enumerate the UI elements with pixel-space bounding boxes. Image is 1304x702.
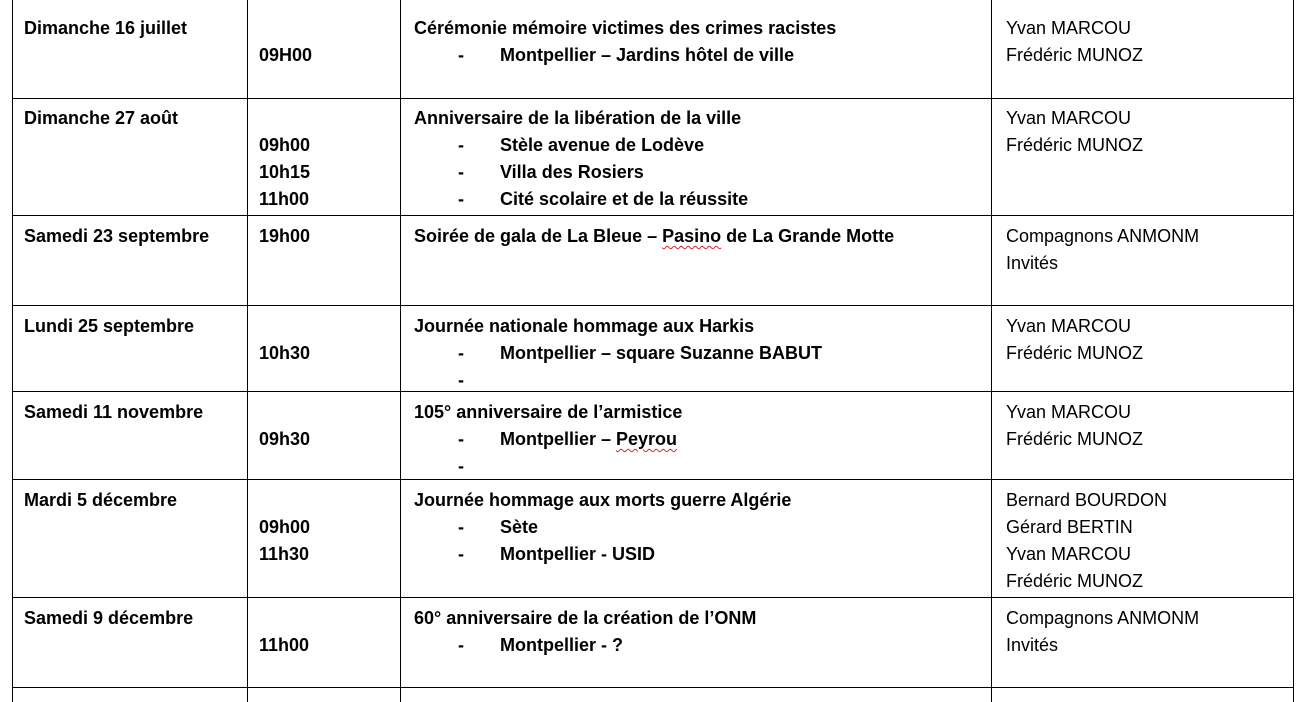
sub-item	[414, 543, 991, 570]
person-name: Yvan MARCOU	[1006, 402, 1132, 422]
people-cell	[991, 479, 1294, 597]
table-row	[12, 391, 1294, 479]
event-time: 11h00	[259, 635, 310, 655]
event-cell	[400, 597, 991, 687]
sub-item	[414, 134, 991, 161]
table-row	[12, 597, 1294, 687]
event-title: Cérémonie mémoire victimes des crimes racistes	[414, 18, 837, 38]
event-time: 09h00	[259, 517, 311, 537]
bullet-dash: -	[458, 189, 464, 209]
sub-item-text: Montpellier – square Suzanne BABUT	[500, 343, 823, 363]
event-cell	[400, 479, 991, 597]
sub-item-part: Peyrou	[616, 429, 678, 449]
time-cell	[247, 98, 400, 215]
event-date: Mardi 5 décembre	[24, 490, 178, 510]
sub-item	[414, 161, 991, 188]
person-name: Yvan MARCOU	[1006, 18, 1132, 38]
bullet-dash: -	[458, 162, 464, 182]
event-cell	[400, 215, 991, 305]
time-cell	[247, 391, 400, 479]
bullet-dash: -	[458, 135, 464, 155]
event-date: Dimanche 27 août	[24, 108, 179, 128]
person-name: Frédéric MUNOZ	[1006, 135, 1144, 155]
event-cell	[400, 0, 991, 98]
person-name: Frédéric MUNOZ	[1006, 571, 1144, 591]
date-cell	[12, 479, 247, 597]
date-cell	[12, 391, 247, 479]
event-title-part: Pasino	[662, 226, 722, 246]
sub-item	[414, 369, 991, 391]
sub-item-text: Montpellier - USID	[500, 544, 656, 564]
date-cell	[12, 305, 247, 391]
event-time: 10h30	[259, 343, 311, 363]
event-time: 10h15	[259, 162, 311, 182]
date-cell	[12, 98, 247, 215]
event-time	[259, 607, 400, 634]
bullet-dash: -	[458, 429, 464, 449]
table-row	[12, 0, 1294, 98]
bullet-dash: -	[458, 370, 464, 390]
table-row	[12, 479, 1294, 597]
time-cell	[247, 0, 400, 98]
sub-item	[414, 188, 991, 215]
event-time	[259, 107, 400, 134]
time-cell	[247, 215, 400, 305]
people-cell	[991, 597, 1294, 687]
person-name: Invités	[1006, 253, 1059, 273]
sub-item-text: Montpellier - ?	[500, 635, 623, 655]
time-cell	[247, 597, 400, 687]
bullet-dash: -	[458, 517, 464, 537]
event-time: 11h30	[259, 544, 310, 564]
person-name: Gérard BERTIN	[1006, 517, 1133, 537]
person-name: Compagnons ANMONM	[1006, 226, 1200, 246]
bullet-dash: -	[458, 343, 464, 363]
event-title: Journée hommage aux morts guerre Algérie	[414, 490, 792, 510]
sub-item	[414, 634, 991, 661]
person-name: Frédéric MUNOZ	[1006, 343, 1144, 363]
person-name: Frédéric MUNOZ	[1006, 429, 1144, 449]
event-time: 09h00	[259, 135, 311, 155]
sub-item-text: Villa des Rosiers	[500, 162, 644, 182]
bullet-dash: -	[458, 544, 464, 564]
event-time: 19h00	[259, 226, 311, 246]
sub-item-part: Montpellier –	[500, 429, 617, 449]
event-title-part: de La Grande Motte	[721, 226, 895, 246]
sub-item-text: Montpellier – Jardins hôtel de ville	[500, 45, 795, 65]
people-cell	[991, 305, 1294, 391]
event-date: Samedi 23 septembre	[24, 226, 210, 246]
sub-item-text	[500, 428, 677, 455]
event-date: Samedi 9 décembre	[24, 608, 194, 628]
event-time	[259, 17, 400, 44]
people-cell	[991, 98, 1294, 215]
person-name: Invités	[1006, 635, 1059, 655]
event-time	[259, 489, 400, 516]
bullet-dash: -	[458, 45, 464, 65]
time-cell	[247, 305, 400, 391]
sub-item-text: Sète	[500, 517, 539, 537]
event-time: 11h00	[259, 189, 310, 209]
bullet-dash: -	[458, 456, 464, 476]
time-cell	[247, 479, 400, 597]
event-time: 09h30	[259, 429, 311, 449]
person-name: Frédéric MUNOZ	[1006, 45, 1144, 65]
event-date: Lundi 25 septembre	[24, 316, 195, 336]
event-title: 60° anniversaire de la création de l’ONM	[414, 608, 757, 628]
table-row	[12, 215, 1294, 305]
sub-item	[414, 342, 991, 369]
event-title: 105° anniversaire de l’armistice	[414, 402, 683, 422]
event-time	[259, 315, 400, 342]
person-name: Yvan MARCOU	[1006, 544, 1132, 564]
event-cell	[400, 305, 991, 391]
person-name: Yvan MARCOU	[1006, 316, 1132, 336]
table-row	[12, 687, 1294, 702]
people-cell	[991, 0, 1294, 98]
people-cell	[991, 215, 1294, 305]
person-name: Compagnons ANMONM	[1006, 608, 1200, 628]
date-cell	[12, 0, 247, 98]
person-name: Bernard BOURDON	[1006, 490, 1168, 510]
event-date: Samedi 11 novembre	[24, 402, 204, 422]
event-title	[414, 225, 991, 252]
event-time: 09H00	[259, 45, 313, 65]
event-title: Anniversaire de la libération de la ville	[414, 108, 742, 128]
schedule-table	[12, 0, 1294, 702]
sub-item-text: Cité scolaire et de la réussite	[500, 189, 749, 209]
date-cell	[12, 215, 247, 305]
sub-item	[414, 44, 991, 71]
sub-item	[414, 428, 991, 455]
sub-item	[414, 455, 991, 477]
event-cell	[400, 98, 991, 215]
sub-item	[414, 516, 991, 543]
sub-item-text: Stèle avenue de Lodève	[500, 135, 705, 155]
people-cell	[991, 391, 1294, 479]
event-title: Journée nationale hommage aux Harkis	[414, 316, 755, 336]
event-cell	[400, 391, 991, 479]
date-cell	[12, 597, 247, 687]
table-row	[12, 305, 1294, 391]
table-row	[12, 98, 1294, 215]
event-date: Dimanche 16 juillet	[24, 18, 188, 38]
person-name: Yvan MARCOU	[1006, 108, 1132, 128]
event-time	[259, 401, 400, 428]
event-title-part: Soirée de gala de La Bleue –	[414, 226, 663, 246]
bullet-dash: -	[458, 635, 464, 655]
